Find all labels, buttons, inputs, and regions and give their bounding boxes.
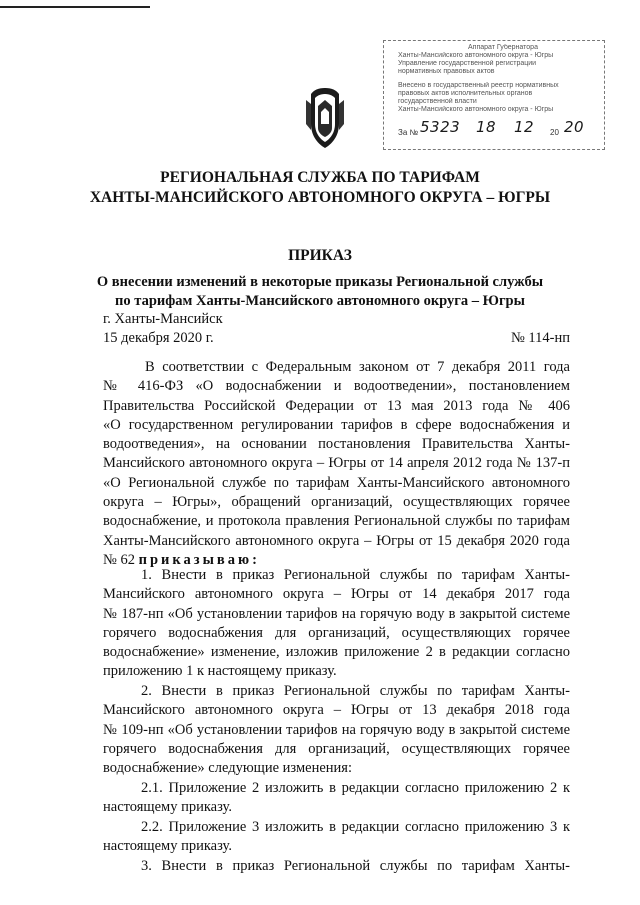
paragraph-item-3	[103, 857, 570, 876]
stamp-line: Ханты-Мансийского автономного округа - Югры	[398, 106, 554, 113]
subject-line2: по тарифам Ханты-Мансийского автономного округа – Югры	[115, 293, 525, 309]
top-rule	[0, 6, 150, 8]
text-line: 3. Внести в приказ Региональной службы по тарифам Ханты-	[141, 858, 570, 874]
order-number: № 62	[103, 551, 135, 568]
text-line: приложению 1 к настоящему приказу.	[103, 663, 337, 680]
text-line: водоснабжение» следующие изменения:	[103, 760, 352, 777]
registration-stamp	[383, 40, 605, 150]
text-line: 2.2. Приложение 3 изложить в редакции согласно приложению 3 к	[141, 819, 570, 835]
doc-type-title: ПРИКАЗ	[288, 247, 352, 264]
stamp-reg-year-prefix: 20	[550, 128, 559, 137]
coat-of-arms-icon	[300, 84, 350, 152]
stamp-line: государственной власти	[398, 98, 477, 105]
text-line: № 187-нп «Об установлении тарифов на горячую воду в закрытой системе	[103, 605, 570, 622]
paragraph-item-2-1	[103, 779, 570, 818]
stamp-line: Внесено в государственный реестр нормативных	[398, 82, 559, 89]
text-line: 1. Внести в приказ Региональной службы по тарифам Ханты-	[141, 567, 570, 583]
order-word: приказываю	[138, 551, 253, 568]
text-line: 2. Внести в приказ Региональной службы по тарифам Ханты-	[141, 683, 570, 699]
doc-subject	[60, 273, 580, 311]
text-line: водоснабжение» изменение, изложив приложение 2 в редакции согласно	[103, 644, 570, 661]
text-line: горячего водоснабжения для организаций, осуществляющих горячее	[103, 624, 570, 641]
text-line: настоящему приказу.	[103, 838, 232, 855]
text-line: 2.1. Приложение 2 изложить в редакции согласно приложению 2 к	[141, 780, 570, 796]
org-name-line2: ХАНТЫ-МАНСИЙСКОГО АВТОНОМНОГО ОКРУГА – ЮГРЫ	[89, 189, 551, 206]
stamp-reg-number: 5323	[420, 118, 461, 136]
stamp-line: нормативных правовых актов	[398, 68, 495, 75]
subject-line1: О внесении изменений в некоторые приказы Региональной службы	[96, 274, 544, 290]
doc-city: г. Ханты-Мансийск	[103, 311, 223, 327]
stamp-reg-year: 20	[564, 118, 585, 136]
stamp-line: Аппарат Губернатора	[468, 44, 538, 51]
text-line: Правительства Российской Федерации от 13 мая 2013 года № 406	[103, 397, 570, 414]
doc-date: 15 декабря 2020 г.	[103, 330, 214, 346]
text-line: водоснабжение, и протокола правления Региональной службы по тарифам	[103, 513, 570, 530]
order-colon: :	[252, 551, 260, 568]
text-line: Ханты-Мансийского автономного округа – Югры от 15 декабря 2020 года	[103, 532, 570, 549]
paragraph-item-1	[103, 566, 570, 682]
text-line: Мансийского автономного округа – Югры от 14 апреля 2012 года № 137-п	[103, 455, 570, 472]
paragraph-item-2	[103, 682, 570, 778]
doc-number: № 114-нп	[510, 330, 570, 346]
text-line: настоящему приказу.	[103, 799, 232, 816]
text-line: В соответствии с Федеральным законом от 7 декабря 2011 года	[145, 359, 570, 375]
text-line: «О государственном регулировании тарифов в сфере водоснабжения и	[103, 416, 570, 433]
text-line: Мансийского автономного округа – Югры от 14 декабря 2017 года	[103, 586, 570, 603]
text-line: водоотведения», на основании постановления Правительства Ханты-	[103, 436, 570, 453]
org-name-line1: РЕГИОНАЛЬНАЯ СЛУЖБА ПО ТАРИФАМ	[160, 169, 480, 186]
text-line: № 416-ФЗ «О водоснабжении и водоотведении», постановлением	[103, 378, 570, 395]
stamp-line: Ханты-Мансийского автономного округа - Югры	[398, 52, 554, 59]
text-line: округа – Югры», обращений организаций, осуществляющих горячее	[103, 494, 570, 511]
stamp-line: Управление государственной регистрации	[398, 60, 537, 67]
paragraph-item-2-2	[103, 818, 570, 857]
text-line: № 109-нп «Об установлении тарифов на горячую воду в закрытой системе	[103, 721, 570, 738]
text-line: Мансийского автономного округа – Югры от 13 декабря 2018 года	[103, 702, 570, 719]
paragraph-preamble	[103, 358, 570, 570]
text-line: «О Региональной службе по тарифам Ханты-Мансийского автономного	[103, 474, 570, 491]
stamp-reg-day: 18	[476, 118, 497, 136]
stamp-line: правовых актов исполнительных органов	[398, 90, 533, 97]
stamp-reg-prefix: За №	[398, 128, 419, 137]
text-line: горячего водоснабжения для организаций, осуществляющих горячее	[103, 740, 570, 757]
stamp-reg-month: 12	[514, 118, 535, 136]
